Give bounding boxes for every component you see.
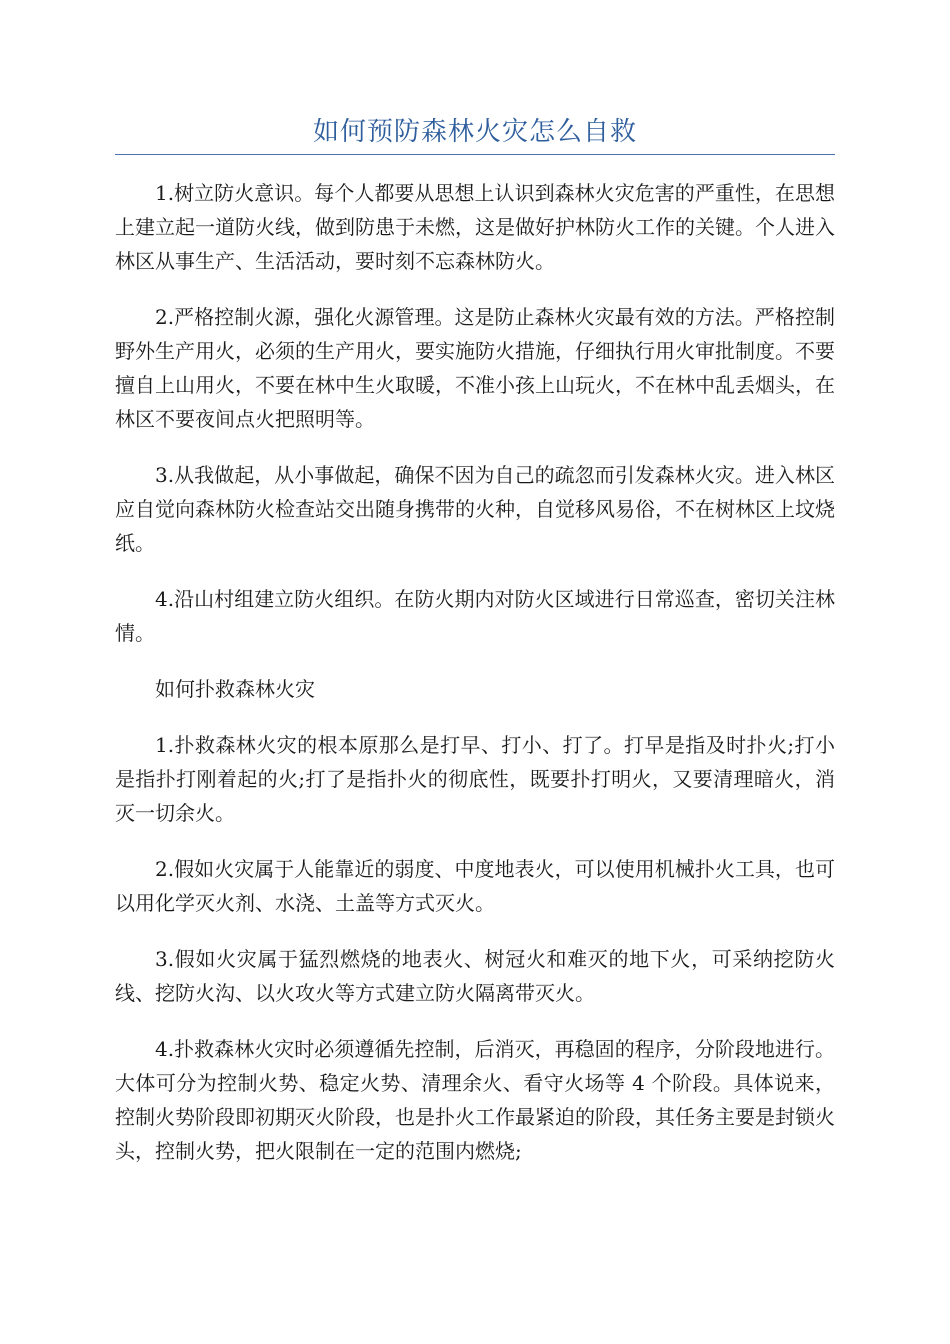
- paragraph-7: 3.假如火灾属于猛烈燃烧的地表火、树冠火和难灭的地下火，可采纳挖防火线、挖防火沟、以火攻火等方式建立防火隔离带灭火。: [115, 947, 835, 1005]
- paragraph-4: 4.沿山村组建立防火组织。在防火期内对防火区域进行日常巡查，密切关注林情。: [115, 587, 835, 645]
- paragraph-3: 3.从我做起，从小事做起，确保不因为自己的疏忽而引发森林火灾。进入林区应自觉向森林防火检查站交出随身携带的火种，自觉移风易俗，不在树林区上坟烧纸。: [115, 463, 835, 555]
- paragraph-1: 1.树立防火意识。每个人都要从思想上认识到森林火灾危害的严重性，在思想上建立起一道防火线，做到防患于未燃，这是做好护林防火工作的关键。个人进入林区从事生产、生活活动，要时刻不忘森林防火。: [115, 181, 835, 273]
- paragraph-2: 2.严格控制火源，强化火源管理。这是防止森林火灾最有效的方法。严格控制野外生产用火，必须的生产用火，要实施防火措施，仔细执行用火审批制度。不要擅自上山用火，不要在林中生火取暖，不准小孩上山玩火，不在林中乱丢烟头，在林区不要夜间点火把照明等。: [115, 305, 835, 431]
- paragraph-6: 2.假如火灾属于人能靠近的弱度、中度地表火，可以使用机械扑火工具，也可以用化学灭火剂、水浇、土盖等方式灭火。: [115, 857, 835, 915]
- document-body: [115, 176, 835, 1190]
- paragraph-8: 4.扑救森林火灾时必须遵循先控制，后消灭，再稳固的程序，分阶段地进行。大体可分为控制火势、稳定火势、清理余火、看守火场等 4 个阶段。具体说来，控制火势阶段即初期灭火阶段，也是扑火工作最紧迫的阶段，其任务主要是封锁火头，控制火势，把火限制在一定的范围内燃烧;: [115, 1037, 835, 1163]
- title-underline: [115, 154, 835, 155]
- paragraph-5: 1.扑救森林火灾的根本原那么是打早、打小、打了。打早是指及时扑火;打小是指扑打刚着起的火;打了是指扑火的彻底性，既要扑打明火，又要清理暗火，消灭一切余火。: [115, 733, 835, 825]
- section-heading: 如何扑救森林火灾: [155, 677, 315, 701]
- document-title: 如何预防森林火灾怎么自救: [312, 117, 637, 147]
